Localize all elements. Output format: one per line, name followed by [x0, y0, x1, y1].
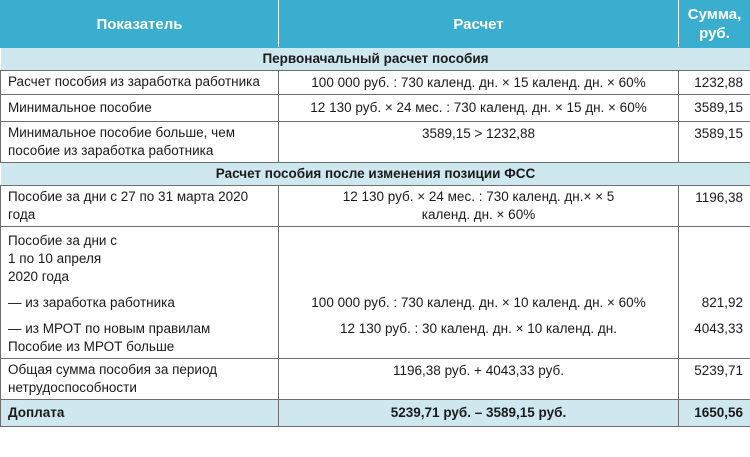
row-calc: 100 000 руб. : 730 календ. дн. × 15 календ. дн. × 60% [279, 71, 679, 95]
section-title-row [1, 48, 750, 71]
row-amount [679, 338, 750, 359]
row-label: Пособие из МРОТ больше [1, 338, 279, 359]
row-label: — из МРОТ по новым правилам [1, 314, 279, 338]
row-calc: 100 000 руб. : 730 календ. дн. × 10 календ. дн. × 60% [279, 288, 679, 314]
section-title-row [1, 163, 750, 186]
row-calc: 3589,15 > 1232,88 [279, 122, 679, 163]
header-calculation: Расчет [279, 1, 679, 48]
row-calc: 12 130 руб. × 24 мес. : 730 календ. дн. × 15 дн. × 60% [279, 95, 679, 122]
table-row [1, 186, 750, 227]
row-label: — из заработка работника [1, 288, 279, 314]
table-row [1, 359, 750, 400]
row-amount: 1232,88 [679, 71, 750, 95]
header-row [1, 1, 750, 48]
row-label: Минимальное пособие больше, чем пособие из заработка работника [1, 122, 279, 163]
table-row [1, 314, 750, 338]
row-amount: 3589,15 [679, 122, 750, 163]
header-amount-line1: Сумма, [687, 6, 742, 23]
row-amount: 3589,15 [679, 95, 750, 122]
row-label: Пособие за дни с 27 по 31 марта 2020 года [1, 186, 279, 227]
row-calc: 1196,38 руб. + 4043,33 руб. [279, 359, 679, 400]
table-row [1, 338, 750, 359]
total-amount: 1650,56 [679, 400, 750, 427]
header-amount [679, 1, 750, 48]
table-row [1, 95, 750, 122]
section-title: Первоначальный расчет пособия [1, 48, 750, 71]
header-amount-line2: руб. [699, 25, 730, 42]
row-calc: 12 130 руб. × 24 мес. : 730 календ. дн.× × 5 календ. дн. × 60% [279, 186, 679, 227]
total-row [1, 400, 750, 427]
table-row [1, 288, 750, 314]
row-amount: 4043,33 [679, 314, 750, 338]
row-calc: 12 130 руб. : 30 календ. дн. × 10 календ. дн. [279, 314, 679, 338]
row-amount: 1196,38 [679, 186, 750, 227]
row-label: Пособие за дни с 1 по 10 апреля 2020 года [1, 227, 279, 289]
total-label: Доплата [1, 400, 279, 427]
row-amount: 5239,71 [679, 359, 750, 400]
table-row [1, 122, 750, 163]
row-calc [279, 338, 679, 359]
row-calc [279, 227, 679, 289]
total-calc: 5239,71 руб. – 3589,15 руб. [279, 400, 679, 427]
row-label: Минимальное пособие [1, 95, 279, 122]
row-amount [679, 227, 750, 289]
row-label: Общая сумма пособия за период нетрудоспособности [1, 359, 279, 400]
row-amount: 821,92 [679, 288, 750, 314]
section-title: Расчет пособия после изменения позиции ФСС [1, 163, 750, 186]
row-label: Расчет пособия из заработка работника [1, 71, 279, 95]
table-row [1, 71, 750, 95]
table-row [1, 227, 750, 289]
header-indicator: Показатель [1, 1, 279, 48]
